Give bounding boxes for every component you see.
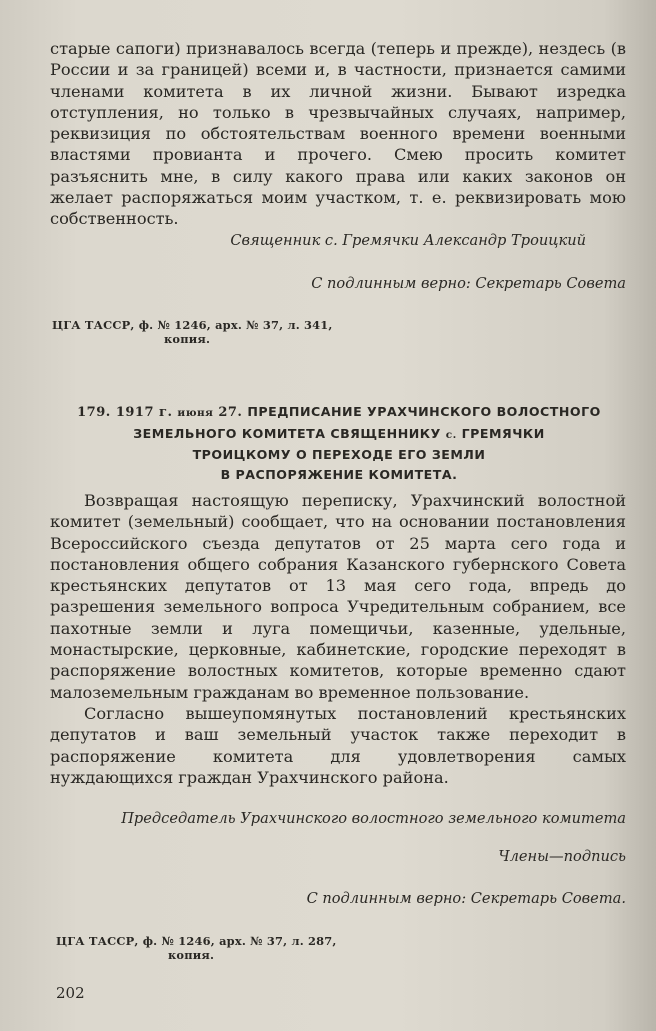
certified-copy-1: С подлинным верно: Секретарь Совета — [311, 275, 626, 292]
document-day: 27. — [218, 405, 243, 420]
certification-block-1 — [50, 275, 626, 292]
archive-2-line-2: копия. — [168, 948, 215, 962]
members-block — [50, 848, 626, 865]
signature-block-2 — [50, 810, 626, 827]
heading-line-3: ТРОИЦКОМУ О ПЕРЕХОДЕ ЕГО ЗЕМЛИ — [192, 447, 486, 462]
body-paragraph-1: Возвращая настоящую переписку, Урахчинский волостной комитет (земельный) сообщает, что на основании постановления Всероссийского съезда депутатов от 25 марта сего года и постановления общего собрания Казанского губернского Совета крестьянских депутатов от 13 мая сего года, впредь до разрешения земельного вопроса Учредительным собранием, все пахотные земли и луга помещичьи, казенные, удельные, монастырские, церковные, кабинетские, городские переходят в распоряжение волостных комитетов, которые временно сдают малоземельным гражданам во временное пользование. — [50, 491, 626, 702]
document-month: июня — [177, 407, 214, 419]
body-paragraph-2: Согласно вышеупомянутых постановлений крестьянских депутатов и ваш земельный участок также переходит в распоряжение комитета для удовлетворения самых нуждающихся граждан Урахчинского района. — [50, 703, 626, 787]
heading-line-2b: ГРЕМЯЧКИ — [461, 425, 545, 441]
document-number: 179. 1917 г. — [77, 405, 173, 420]
top-section — [50, 38, 626, 230]
signature-chairman: Председатель Урахчинского волостного земельного комитета — [121, 810, 626, 827]
certification-block-2 — [50, 890, 626, 907]
document-heading — [50, 402, 628, 484]
members-signature: Члены—подпись — [498, 848, 626, 865]
heading-line-2a: ЗЕМЕЛЬНОГО КОМИТЕТА СВЯЩЕННИКУ — [133, 425, 441, 441]
signature-priest: Священник с. Гремячки Александр Троицкий — [230, 232, 586, 249]
archive-2-line-1: ЦГА ТАССР, ф. № 1246, арх. № 37, л. 287, — [56, 934, 337, 948]
certified-copy-2: С подлинным верно: Секретарь Совета. — [306, 890, 626, 907]
archive-reference-2 — [56, 934, 626, 962]
archive-1-line-1: ЦГА ТАССР, ф. № 1246, арх. № 37, л. 341, — [52, 318, 333, 332]
top-paragraph: старые сапоги) признавалось всегда (теперь и прежде), нездесь (в России и за границей) всеми и, в частности, признается самими членами комитета в их личной жизни. Бывают изредка отступления, но только в чрезвычайных случаях, например, реквизиция по обстоятельствам военного времени военными властями провианта и прочего. Смею просить комитет разъяснить мне, в силу какого права или каких законов он желает распоряжаться моим участком, т. е. реквизировать мою собственность. — [50, 39, 626, 229]
heading-line-1: ПРЕДПИСАНИЕ УРАХЧИНСКОГО ВОЛОСТНОГО — [247, 404, 601, 419]
heading-line-2-abbrev: с. — [445, 428, 457, 441]
body-section — [50, 490, 626, 788]
signature-block-1 — [50, 232, 626, 249]
heading-line-4: В РАСПОРЯЖЕНИЕ КОМИТЕТА. — [220, 466, 458, 482]
page-number: 202 — [56, 984, 85, 1002]
archive-reference-1 — [52, 318, 626, 346]
page-number-block — [56, 984, 626, 1002]
archive-1-line-2: копия. — [164, 332, 211, 346]
